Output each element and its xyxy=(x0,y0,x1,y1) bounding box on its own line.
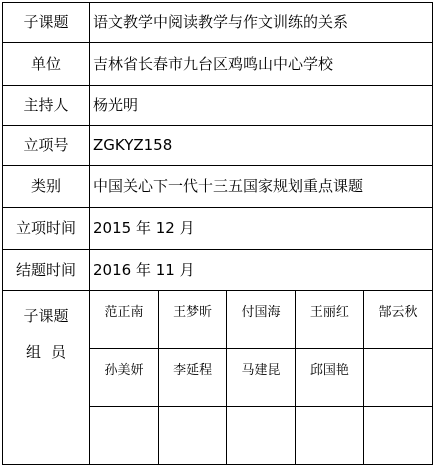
members-label-line2: 组员 xyxy=(25,343,76,361)
value-end-date: 2016 年 11 月 xyxy=(90,250,433,291)
label-subtopic: 子课题 xyxy=(3,3,90,43)
member-name: 王梦昕 xyxy=(173,305,213,320)
label-project-number: 立项号 xyxy=(3,126,90,166)
member-cell xyxy=(364,291,432,349)
members-row-2 xyxy=(90,349,432,407)
members-grid xyxy=(90,291,432,464)
member-cell xyxy=(295,407,363,465)
label-members xyxy=(3,291,90,465)
label-start-date: 立项时间 xyxy=(3,208,90,250)
members-row-1 xyxy=(90,291,432,349)
members-label-line1: 子课题 xyxy=(23,307,69,325)
member-cell xyxy=(364,407,432,465)
value-start-date: 2015 年 12 月 xyxy=(90,208,433,250)
row-unit xyxy=(3,43,433,86)
label-unit: 单位 xyxy=(3,43,90,86)
member-cell xyxy=(90,291,158,349)
members-grid-cell xyxy=(90,291,433,465)
member-cell xyxy=(227,291,295,349)
project-info-table xyxy=(2,2,433,465)
value-category: 中国关心下一代十三五国家规划重点课题 xyxy=(90,166,433,208)
member-name: 郜云秋 xyxy=(378,305,418,320)
row-start-date xyxy=(3,208,433,250)
value-project-number: ZGKYZ158 xyxy=(90,126,433,166)
member-name: 王丽红 xyxy=(309,305,349,320)
member-cell xyxy=(158,291,226,349)
value-subtopic: 语文教学中阅读教学与作文训练的关系 xyxy=(90,3,433,43)
label-host: 主持人 xyxy=(3,86,90,126)
member-name: 邱国艳 xyxy=(309,363,349,378)
member-cell xyxy=(295,349,363,407)
label-category: 类别 xyxy=(3,166,90,208)
members-row-3 xyxy=(90,407,432,465)
member-cell xyxy=(90,349,158,407)
member-cell xyxy=(295,291,363,349)
member-cell xyxy=(158,407,226,465)
member-name: 马建昆 xyxy=(241,363,281,378)
value-host: 杨光明 xyxy=(90,86,433,126)
member-name: 付国海 xyxy=(241,305,281,320)
member-name: 孙美妍 xyxy=(104,363,144,378)
row-category xyxy=(3,166,433,208)
member-cell xyxy=(158,349,226,407)
row-host xyxy=(3,86,433,126)
member-cell xyxy=(227,407,295,465)
row-end-date xyxy=(3,250,433,291)
member-name: 李延程 xyxy=(173,363,213,378)
label-end-date: 结题时间 xyxy=(3,250,90,291)
member-cell xyxy=(90,407,158,465)
row-members xyxy=(3,291,433,465)
member-cell xyxy=(364,349,432,407)
row-project-number xyxy=(3,126,433,166)
member-cell xyxy=(227,349,295,407)
row-subtopic xyxy=(3,3,433,43)
value-unit: 吉林省长春市九台区鸡鸣山中心学校 xyxy=(90,43,433,86)
member-name: 范正南 xyxy=(104,305,144,320)
